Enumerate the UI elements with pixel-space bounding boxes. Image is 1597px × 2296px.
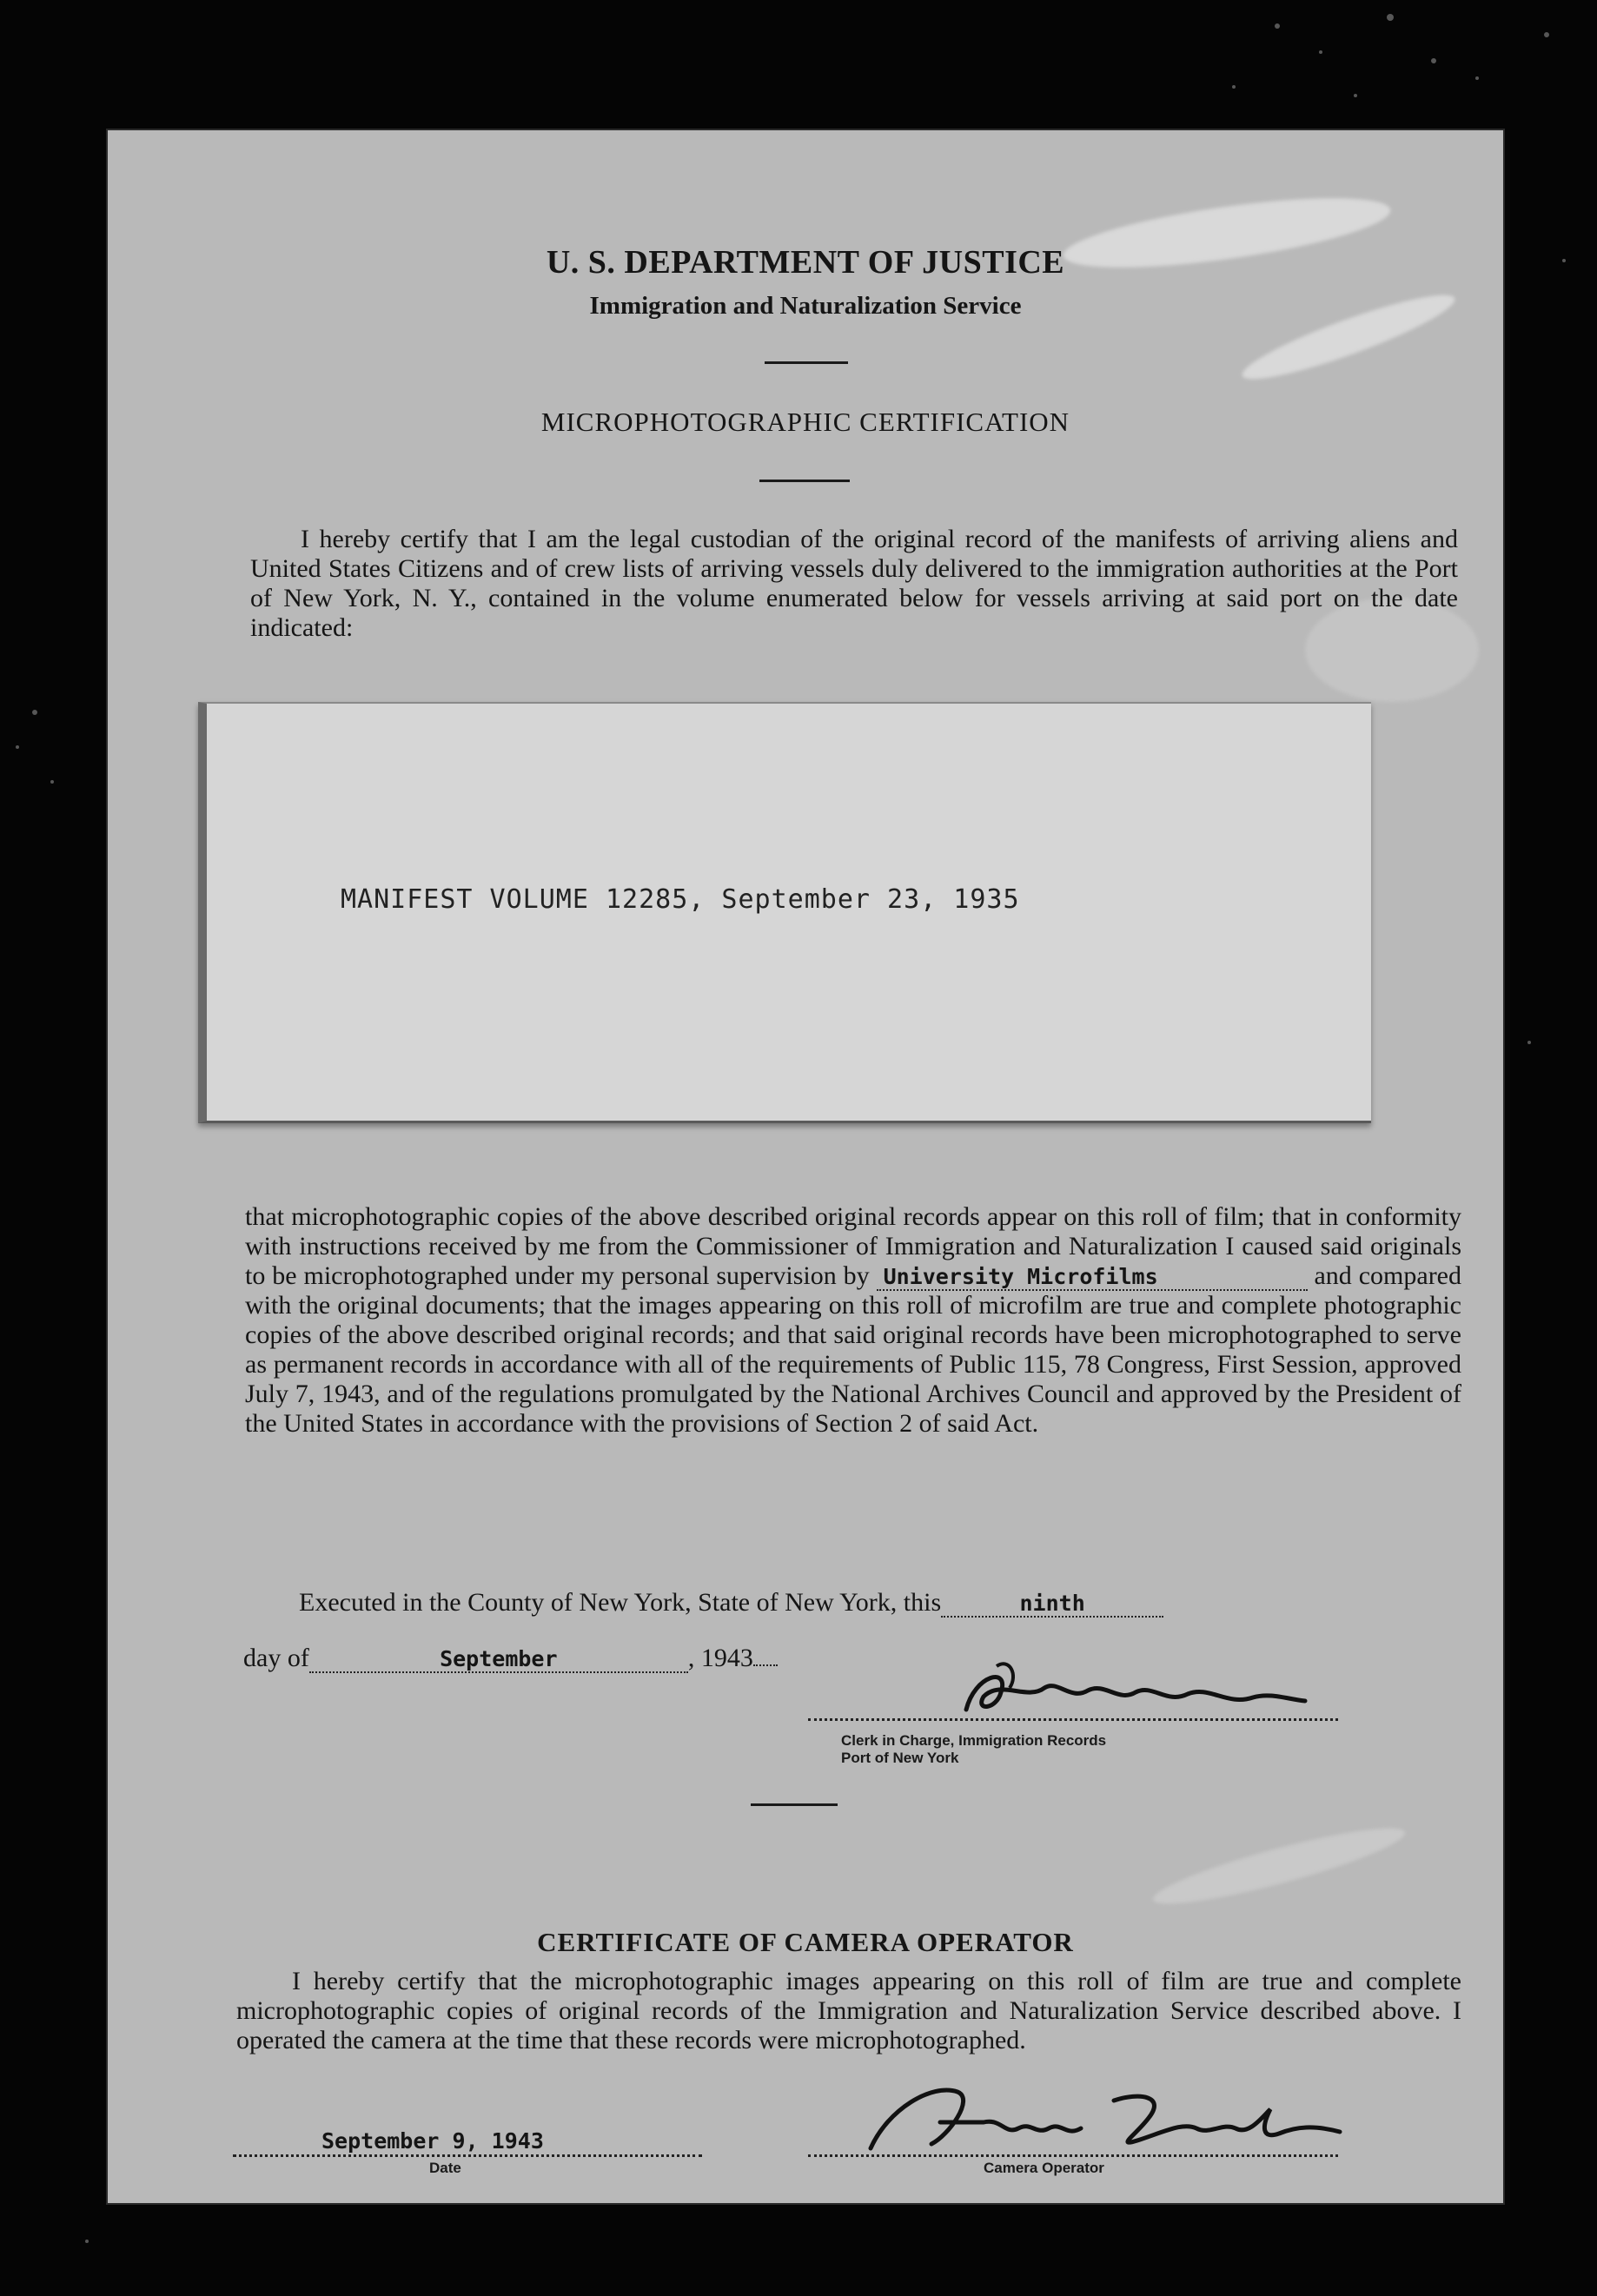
handwritten-signature-operator-icon bbox=[853, 2074, 1375, 2161]
camera-operator-statement: I hereby certify that the microphotographic images appearing on this roll of film are true and complete microphotographic copies of original records of the Immigration and Naturalization Service described above. I operated the camera at the time that these records were microphotographed. bbox=[236, 1967, 1461, 2054]
year-text: , 1943 bbox=[687, 1644, 753, 1672]
day-word-fill-in: ninth bbox=[941, 1591, 1163, 1618]
date-signature-line bbox=[233, 2154, 702, 2157]
clerk-signature-line bbox=[808, 1718, 1338, 1721]
clerk-title-line1: Clerk in Charge, Immigration Records bbox=[841, 1732, 1107, 1749]
month-fill-in: September bbox=[309, 1647, 688, 1673]
camera-operator-label: Camera Operator bbox=[984, 2160, 1104, 2176]
clerk-title-label bbox=[841, 1732, 1106, 1767]
title-divider bbox=[759, 480, 850, 482]
film-scratch bbox=[1149, 1816, 1409, 1916]
operator-date-value: September 9, 1943 bbox=[321, 2128, 544, 2154]
handwritten-signature-clerk-icon bbox=[949, 1649, 1314, 1727]
certification-body-part2: and compared with the original documents; that the images appearing on this roll of microfilm are true and complete photographic copies of the above described original records; and that said original records have been microphotographed to serve as permanent records in accordance with all of the requirements of Public 115, 78 Congress, First Session, approved July 7, 1943, and of the regulations promulgated by the National Archives Council and approved by the President of the United States in accordance with the provisions of Section 2 of said Act. bbox=[245, 1261, 1461, 1438]
certification-body-part1: that microphotographic copies of the above described original records appear on this roll of film; that in conformity with instructions received by me from the Commissioner of Immigration and Naturalization I caused said originals to be microphotographed under my personal supervision by bbox=[245, 1202, 1461, 1290]
date-label: Date bbox=[429, 2160, 461, 2176]
day-of-line bbox=[243, 1644, 778, 1673]
section-divider bbox=[751, 1803, 838, 1806]
service-subheading: Immigration and Naturalization Service bbox=[589, 292, 1022, 320]
operator-signature-line bbox=[808, 2154, 1338, 2157]
certification-title: MICROPHOTOGRAPHIC CERTIFICATION bbox=[540, 407, 1070, 437]
executed-line bbox=[299, 1588, 1463, 1618]
supervisor-fill-in: University Microfilms bbox=[877, 1265, 1308, 1291]
executed-prefix: Executed in the County of New York, State of New York, this bbox=[299, 1588, 942, 1617]
manifest-volume-text: MANIFEST VOLUME 12285, September 23, 1935 bbox=[341, 884, 1020, 915]
certification-body bbox=[245, 1202, 1461, 1439]
department-heading: U. S. DEPARTMENT OF JUSTICE bbox=[546, 244, 1065, 281]
clerk-title-line2: Port of New York bbox=[841, 1750, 959, 1766]
header-divider bbox=[765, 361, 848, 364]
custodian-statement: I hereby certify that I am the legal custodian of the original record of the manifests of arriving aliens and United States Citizens and of crew lists of arriving vessels duly delivered to the immigration authorities at the Port of New York, N. Y., contained in the volume enumerated below for vessels arriving at said port on the date indicated: bbox=[250, 525, 1458, 642]
day-of-prefix: day of bbox=[243, 1644, 309, 1672]
camera-operator-title: CERTIFICATE OF CAMERA OPERATOR bbox=[537, 1927, 1074, 1957]
certificate-page bbox=[106, 129, 1505, 2205]
